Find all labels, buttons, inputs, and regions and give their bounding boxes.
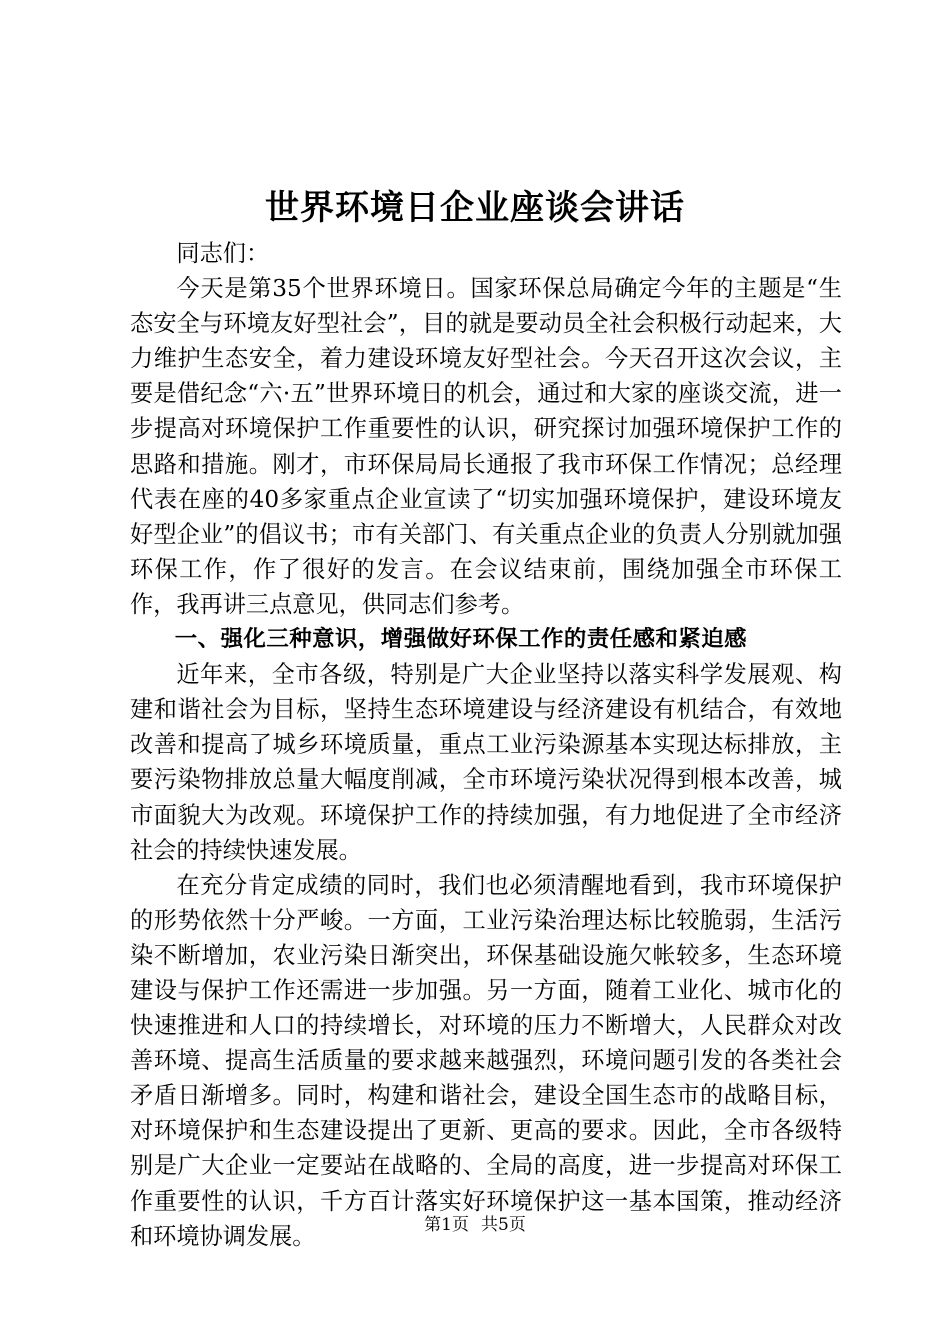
document-body [130, 236, 842, 1254]
paragraph-challenges: 在充分肯定成绩的同时，我们也必须清醒地看到，我市环境保护的形势依然十分严峻。一方面，工业污染治理达标比较脆弱，生活污染不断增加，农业污染日渐突出，环保基础设施欠帐较多，生态环境建设与保护工作还需进一步加强。另一方面，随着工业化、城市化的快速推进和人口的持续增长，对环境的压力不断增大，人民群众对改善环境、提高生活质量的要求越来越强烈，环境问题引发的各类社会矛盾日渐增多。同时，构建和谐社会，建设全国生态市的战略目标，对环境保护和生态建设提出了更新、更高的要求。因此，全市各级特别是广大企业一定要站在战略的、全局的高度，进一步提高对环保工作重要性的认识，千方百计落实好环境保护这一基本国策，推动经济和环境协调发展。 [130, 871, 842, 1250]
section-heading: 一、强化三种意识，增强做好环保工作的责任感和紧迫感 [174, 626, 748, 653]
paragraph-achievements: 近年来，全市各级，特别是广大企业坚持以落实科学发展观、构建和谐社会为目标，坚持生态环境建设与经济建设有机结合，有效地改善和提高了城乡环境质量，重点工业污染源基本实现达标排放，主要污染物排放总量大幅度削减，全市环境污染状况得到根本改善，城市面貌大为改观。环境保护工作的持续加强，有力地促进了全市经济社会的持续快速发展。 [130, 661, 842, 864]
paragraph-intro: 今天是第35个世界环境日。国家环保总局确定今年的主题是“生态安全与环境友好型社会”，目的就是要动员全社会积极行动起来，大力维护生态安全，着力建设环境友好型社会。今天召开这次会议，主要是借纪念“六·五”世界环境日的机会，通过和大家的座谈交流，进一步提高对环境保护工作重要性的认识，研究探讨加强环境保护工作的思路和措施。刚才，市环保局局长通报了我市环保工作情况；总经理代表在座的40多家重点企业宣读了“切实加强环境保护，建设环境友好型企业”的倡议书；市有关部门、有关重点企业的负责人分别就加强环保工作，作了很好的发言。在会议结束前，围绕加强全市环保工作，我再讲三点意见，供同志们参考。 [130, 275, 842, 618]
page-number: 第1页 [424, 1215, 469, 1235]
document-title: 世界环境日企业座谈会讲话 [265, 188, 685, 228]
salutation: 同志们： [176, 240, 270, 267]
page-total: 共5页 [481, 1215, 526, 1235]
page-footer [0, 1213, 950, 1237]
